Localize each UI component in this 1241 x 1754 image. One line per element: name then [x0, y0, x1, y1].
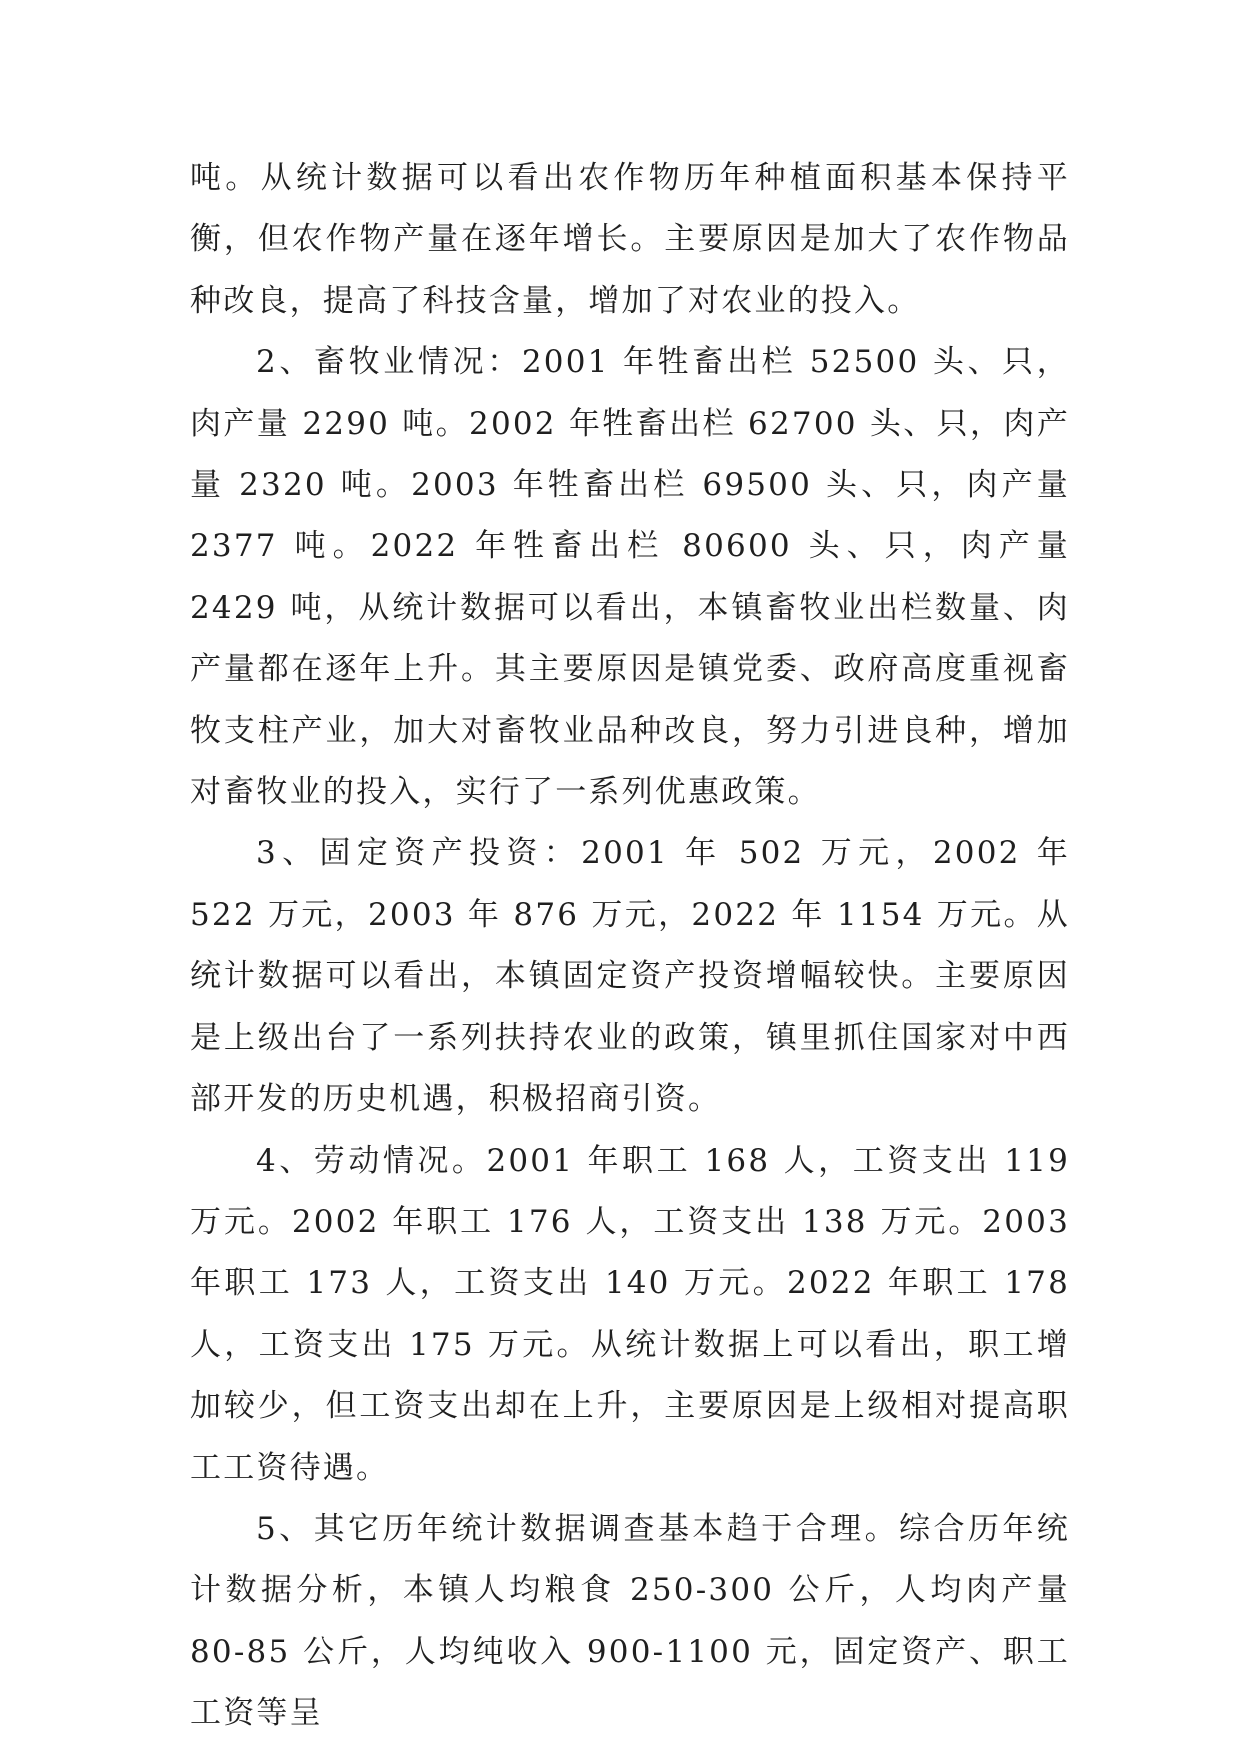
paragraph-fixed-assets: 3、固定资产投资：2001 年 502 万元，2002 年 522 万元，2003 年 876 万元，2022 年 1154 万元。从统计数据可以看出，本镇固定资产投资增幅较快。主要原因是上级出台了一系列扶持农业的政策，镇里抓住国家对中西部开发的历史机遇，积极招商引资。 [190, 835, 1070, 1118]
paragraph-livestock: 2、畜牧业情况：2001 年牲畜出栏 52500 头、只，肉产量 2290 吨。2002 年牲畜出栏 62700 头、只，肉产量 2320 吨。2003 年牲畜出栏 69500 头、只，肉产量 2377 吨。2022 年牲畜出栏 80600 头、只，肉产量 2429 吨，从统计数据可以看出，本镇畜牧业出栏数量、肉产量都在逐年上升。其主要原因是镇党委、政府高度重视畜牧支柱产业，加大对畜牧业品种改良，努力引进良种，增加对畜牧业的投入，实行了一系列优惠政策。 [190, 344, 1070, 811]
paragraph-other-statistics: 5、其它历年统计数据调查基本趋于合理。综合历年统计数据分析，本镇人均粮食 250-300 公斤，人均肉产量 80-85 公斤，人均纯收入 900-1100 元，固定资产、职工工资等呈 [190, 1510, 1070, 1732]
paragraph-labor: 4、劳动情况。2001 年职工 168 人，工资支出 119 万元。2002 年职工 176 人，工资支出 138 万元。2003 年职工 173 人，工资支出 140 万元。2022 年职工 178 人，工资支出 175 万元。从统计数据上可以看出，职工增加较少，但工资支出却在上升，主要原因是上级相对提高职工工资待遇。 [190, 1142, 1070, 1486]
document-body [190, 148, 1070, 1745]
paragraph-crop-continuation: 吨。从统计数据可以看出农作物历年种植面积基本保持平衡，但农作物产量在逐年增长。主要原因是加大了农作物品种改良，提高了科技含量，增加了对农业的投入。 [190, 160, 1070, 319]
